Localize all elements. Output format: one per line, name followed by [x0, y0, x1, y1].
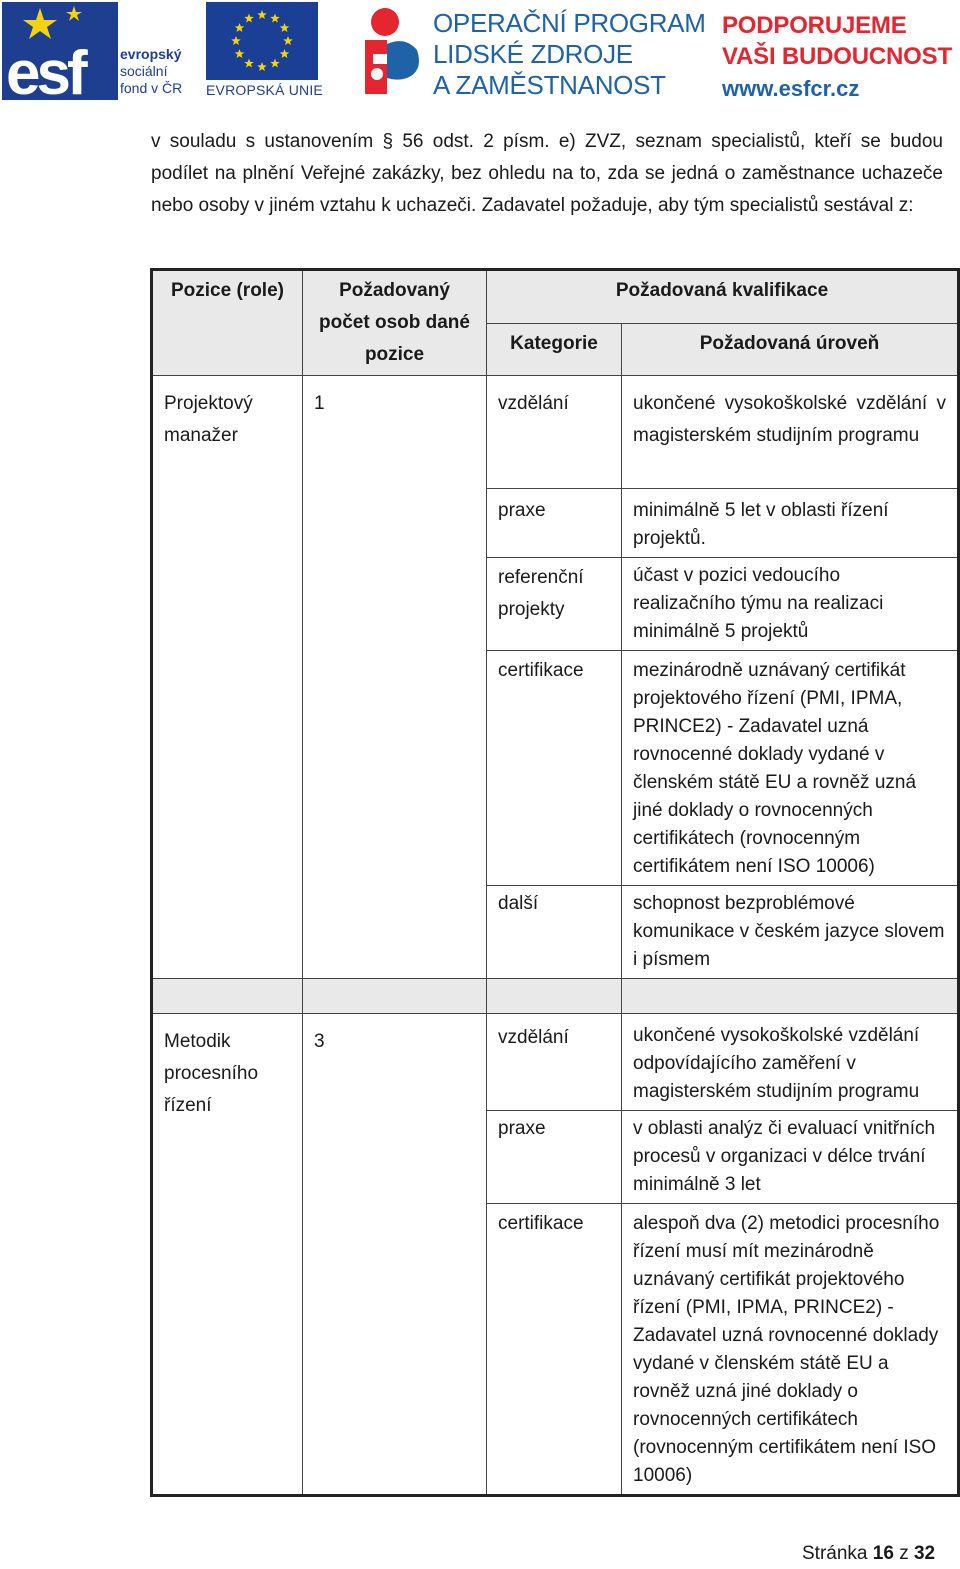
level-cell: mezinárodně uznávaný certifikát projektového řízení (PMI, IPMA, PRINCE2) - Zadavatel uzná rovnocenné doklady vydané v členském státě EU a rovněž uzná jiné doklady o rovnocenných certifikátech (rovnocenným certifikátem není ISO 10006) [622, 651, 959, 886]
category-cell: referenční projekty [487, 558, 622, 651]
esf-caption-line2: sociální [120, 63, 168, 79]
level-cell: alespoň dva (2) metodici procesního řízení musí mít mezinárodně uznávaný certifikát projektového řízení (PMI, IPMA, PRINCE2) - Zadavatel uzná rovnocenné doklady vydané v členském státě EU a rovněž uzná jiné doklady o rovnocenných certifikátech (rovnocenným certifikátem není ISO 10006) [622, 1204, 959, 1496]
specialists-table [150, 268, 960, 1497]
header-category: Kategorie [487, 323, 622, 375]
page-number [802, 1543, 935, 1565]
category-cell: vzdělání [487, 376, 622, 489]
level-cell: schopnost bezproblémové komunikace v českém jazyce slovem i písmem [622, 886, 959, 979]
slogan [722, 10, 952, 72]
intro-paragraph: v souladu s ustanovením § 56 odst. 2 písm. e) ZVZ, seznam specialistů, kteří se budou podílet na plnění Veřejné zakázky, bez ohledu na to, zda se jedná o zaměstnance uchazeče nebo osoby v jiném vztahu k uchazeči. Zadavatel požaduje, aby tým specialistů sestával z: [151, 131, 943, 216]
esf-caption-line1: evropský [120, 46, 182, 62]
page-number-prefix: Stránka [802, 1543, 868, 1564]
page-number-current: 16 [872, 1543, 894, 1564]
header-level: Požadovaná úroveň [622, 323, 959, 375]
separator-cell [487, 979, 622, 1014]
category-cell: praxe [487, 489, 622, 558]
count-cell: 1 [303, 376, 487, 979]
op-program-title [433, 8, 706, 101]
op-title-line2: LIDSKÉ ZDROJE [433, 39, 633, 69]
separator-cell [622, 979, 959, 1014]
svg-text:esf: esf [6, 39, 84, 100]
op-title-line1: OPERAČNÍ PROGRAM [433, 8, 706, 38]
category-cell: praxe [487, 1111, 622, 1204]
slogan-line1: PODPORUJEME [722, 12, 907, 39]
table-row [152, 1014, 959, 1111]
role-cell: Metodik procesního řízení [152, 1014, 303, 1496]
count-cell: 3 [303, 1014, 487, 1496]
level-cell: ukončené vysokoškolské vzdělání odpovídajícího zaměření v magisterském studijním programu [622, 1014, 959, 1111]
esf-caption-line3: fond v ČR [120, 80, 183, 96]
slogan-line2: VAŠI BUDOUCNOST [722, 43, 952, 70]
page-number-separator: z [899, 1543, 909, 1564]
header-role: Pozice (role) [152, 270, 303, 376]
header-count: Požadovaný počet osob dané pozice [303, 270, 487, 376]
category-cell: vzdělání [487, 1014, 622, 1111]
category-cell: certifikace [487, 651, 622, 886]
category-cell: certifikace [487, 1204, 622, 1496]
eu-caption: EVROPSKÁ UNIE [206, 82, 323, 98]
category-cell: další [487, 886, 622, 979]
table-separator-row [152, 979, 959, 1014]
level-cell: minimálně 5 let v oblasti řízení projektů. [622, 489, 959, 558]
role-cell: Projektový manažer [152, 376, 303, 979]
esf-url-link[interactable]: www.esfcr.cz [722, 76, 860, 101]
op-title-line3: A ZAMĚSTNANOST [433, 70, 666, 100]
level-cell: v oblasti analýz či evaluací vnitřních procesů v organizaci v délce trvání minimálně 3 let [622, 1111, 959, 1204]
table-header-row [152, 270, 959, 324]
page-header [0, 0, 960, 108]
eu-flag-icon [206, 2, 318, 80]
separator-cell [152, 979, 303, 1014]
level-cell: účast v pozici vedoucího realizačního týmu na realizaci minimálně 5 projektů [622, 558, 959, 651]
header-qualification: Požadovaná kvalifikace [487, 270, 959, 324]
table-row [152, 376, 959, 489]
page-number-total: 32 [913, 1543, 936, 1564]
op-lzz-logo [355, 4, 425, 98]
separator-cell [303, 979, 487, 1014]
esf-caption [120, 46, 182, 97]
level-cell: ukončené vysokoškolské vzdělání v magisterském studijním programu [622, 376, 959, 489]
